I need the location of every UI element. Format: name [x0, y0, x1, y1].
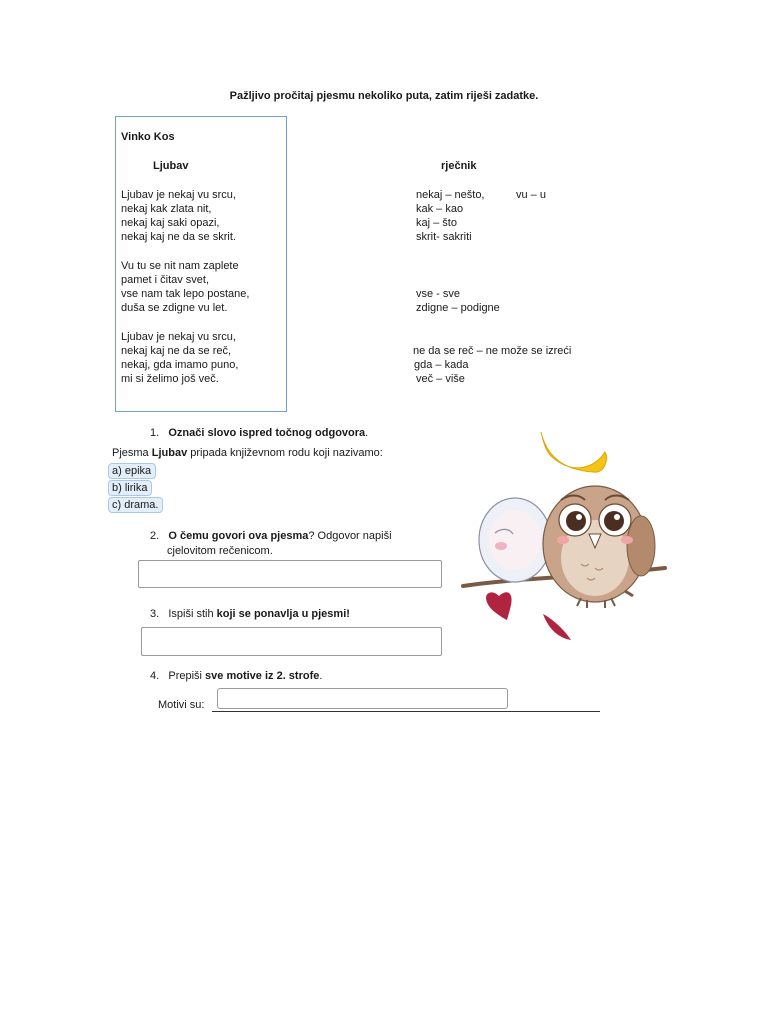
- poem-line: duša se zdigne vu let.: [121, 302, 228, 314]
- question-1-prompt: [112, 447, 383, 459]
- question-bold: O čemu govori ova pjesma: [168, 530, 309, 542]
- question-number: 1.: [150, 427, 160, 439]
- poem-line: nekaj kaj ne da se reč,: [121, 345, 232, 357]
- poem-title: Ljubav: [153, 160, 189, 172]
- question-rest: ? Odgovor napiši: [308, 530, 392, 542]
- poem-line: vse nam tak lepo postane,: [121, 288, 250, 300]
- question-2-line2: cjelovitom rečenicom.: [167, 545, 273, 557]
- dictionary-entry: skrit- sakriti: [416, 231, 472, 243]
- owl-illustration: [455, 428, 670, 643]
- dictionary-entry: gda – kada: [414, 359, 469, 371]
- question-2: [150, 530, 392, 542]
- prompt-bold: Ljubav: [151, 447, 188, 459]
- option-a[interactable]: a) epika: [108, 463, 156, 479]
- answer-field-3[interactable]: [141, 627, 442, 656]
- question-bold: Označi slovo ispred točnog odgovora: [168, 427, 366, 439]
- poem-line: nekaj kaj saki opazi,: [121, 217, 220, 229]
- answer-field-2[interactable]: [138, 560, 442, 588]
- prompt-part: Pjesma: [112, 447, 152, 459]
- dictionary-entry: zdigne – podigne: [416, 302, 500, 314]
- question-end: .: [319, 670, 323, 682]
- poem-line: nekaj, gda imamo puno,: [121, 359, 239, 371]
- petal-icon: [543, 614, 571, 640]
- dictionary-entry: več – više: [416, 373, 465, 385]
- prompt-part: pripada književnom rodu koji nazivamo:: [187, 447, 383, 459]
- dictionary-entry: kaj – što: [416, 217, 457, 229]
- poem-line: Vu tu se nit nam zaplete: [121, 260, 239, 272]
- dictionary-entry: vse - sve: [416, 288, 461, 300]
- dictionary-entry: vu – u: [516, 189, 546, 201]
- motives-label: Motivi su:: [158, 699, 205, 711]
- answer-field-4[interactable]: [217, 688, 508, 709]
- question-pre: Ispiši stih: [168, 608, 217, 620]
- poem-line: Ljubav je nekaj vu srcu,: [121, 189, 236, 201]
- poem-line: nekaj kak zlata nit,: [121, 203, 212, 215]
- instructions: Pažljivo pročitaj pjesmu nekoliko puta, zatim riješi zadatke.: [229, 90, 539, 102]
- motives-underline: [212, 710, 600, 712]
- dictionary-entry: nekaj – nešto,: [416, 189, 485, 201]
- question-end: .: [365, 427, 369, 439]
- poem-author: Vinko Kos: [121, 131, 175, 143]
- poem-line: pamet i čitav svet,: [121, 274, 210, 286]
- poem-line: Ljubav je nekaj vu srcu,: [121, 331, 236, 343]
- question-number: 2.: [150, 530, 160, 542]
- question-bold: sve motive iz 2. strofe: [205, 670, 320, 682]
- dictionary-entry: ne da se reč – ne može se izreći: [413, 345, 572, 357]
- question-number: 3.: [150, 608, 160, 620]
- question-bold: koji se ponavlja u pjesmi!: [216, 608, 350, 620]
- dictionary-entry: kak – kao: [416, 203, 464, 215]
- option-c[interactable]: c) drama.: [108, 497, 163, 513]
- poem-line: mi si želimo još več.: [121, 373, 219, 385]
- question-3: [150, 608, 350, 620]
- option-b[interactable]: b) lirika: [108, 480, 152, 496]
- heart-icon: [486, 592, 511, 620]
- question-number: 4.: [150, 670, 160, 682]
- dictionary-title: rječnik: [441, 160, 477, 172]
- question-1: [150, 427, 368, 439]
- question-4: [150, 670, 322, 682]
- poem-line: nekaj kaj ne da se skrit.: [121, 231, 236, 243]
- leaf-icon: [541, 432, 607, 472]
- question-pre: Prepiši: [168, 670, 206, 682]
